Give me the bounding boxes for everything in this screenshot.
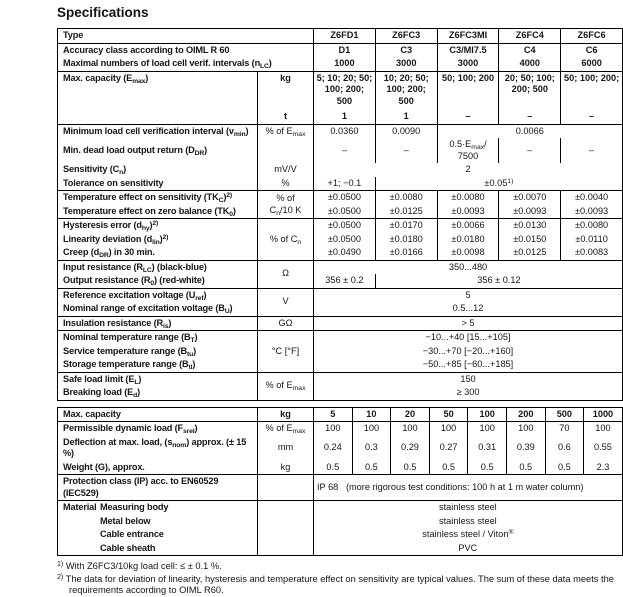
dynamic-load-label: Permissible dynamic load $(F_{srel})$: [58, 422, 258, 436]
tk0-value: ±0.0093: [499, 205, 561, 219]
hysteresis-unit: % of $C_n$: [258, 219, 314, 261]
linearity-value: ±0.0110: [561, 233, 623, 247]
row-deflection: [58, 436, 623, 461]
deflection-value: 0.31: [468, 436, 507, 461]
intervals-value: 1000: [314, 57, 376, 71]
footnote-1-text: With Z6FC3/10kg load cell: ≤ ± 0.1 %.: [65, 561, 222, 571]
footnote-2: [57, 574, 623, 597]
type-value: Z6FC6: [561, 29, 623, 44]
row-output-resistance: [58, 274, 623, 288]
row-excitation-range: [58, 302, 623, 316]
row-breaking-load: [58, 386, 623, 400]
hysteresis-label: Hysteresis error $(d_{hy})^{2)}$: [58, 219, 258, 233]
row-dead-load-return: [58, 138, 623, 163]
dynamic-load-value: 100: [429, 422, 468, 436]
insulation-unit: GΩ: [258, 316, 314, 331]
capacity-header-unit: kg: [258, 407, 314, 422]
deflection-value: 0.3: [352, 436, 391, 461]
output-resistance-value: 356 ± 0.2: [314, 274, 376, 288]
max-capacity-label: Max. capacity $(E_{max})$: [58, 71, 258, 124]
material-sublabel: Cable entrance: [100, 529, 164, 539]
dynamic-load-value: 100: [391, 422, 430, 436]
accuracy-value: C3: [375, 43, 437, 57]
deflection-value: 0.29: [391, 436, 430, 461]
row-material-measuring-body: [58, 501, 623, 515]
row-accuracy-class: [58, 43, 623, 57]
row-material-cable-sheath: [58, 542, 623, 556]
specifications-table: [57, 28, 623, 401]
tolerance-value: +1; −0.1: [314, 177, 376, 191]
insulation-label: Insulation resistance $(R_{is})$: [58, 316, 258, 331]
footnotes: [57, 561, 623, 597]
deflection-unit: mm: [258, 436, 314, 461]
tolerance-label: Tolerance on sensitivity: [58, 177, 258, 191]
row-dynamic-load: [58, 422, 623, 436]
weight-value: 0.5: [506, 461, 545, 475]
intervals-value: 3000: [437, 57, 499, 71]
row-creep: [58, 246, 623, 260]
linearity-value: ±0.0150: [499, 233, 561, 247]
row-sensitivity: [58, 163, 623, 177]
page-title: Specifications: [57, 5, 149, 20]
capacity-kg-value: 20; 50; 100; 200; 500: [499, 71, 561, 108]
row-tolerance: [58, 177, 623, 191]
dynamic-load-value: 100: [352, 422, 391, 436]
tkc-value: ±0.0040: [561, 191, 623, 205]
capacity-header-value: 500: [545, 407, 584, 422]
material-sublabel: Metal below: [100, 515, 151, 526]
material-value: stainless steel: [314, 515, 623, 529]
type-value: Z6FD1: [314, 29, 376, 44]
capacity-header-value: 100: [468, 407, 507, 422]
capacity-header-value: 200: [506, 407, 545, 422]
output-resistance-value: 356 ± 0.12: [375, 274, 622, 288]
protection-unit-empty: [258, 475, 314, 501]
material-unit-empty: [258, 528, 314, 542]
bu-label: Nominal range of excitation voltage $(B_U)$: [58, 302, 258, 316]
tk-unit: % of $C_n/10$ K: [258, 191, 314, 219]
tolerance-unit: %: [258, 177, 314, 191]
intervals-value: 6000: [561, 57, 623, 71]
type-label: Type: [58, 29, 314, 44]
tkc-value: ±0.0070: [499, 191, 561, 205]
bu-value: 0.5...12: [314, 302, 623, 316]
ddr-label: Min. dead load output return $(D_{DR})$: [58, 138, 258, 163]
row-vmin: [58, 124, 623, 138]
unit-kg: kg: [258, 71, 314, 108]
tk0-label: Temperature effect on zero balance $(TK_0)$: [58, 205, 258, 219]
btu-label: Service temperature range $(B_{tu})$: [58, 345, 258, 359]
accuracy-label: Accuracy class according to OIML R 60: [58, 43, 314, 57]
row-protection-class: [58, 475, 623, 501]
capacity-header-value: 10: [352, 407, 391, 422]
material-unit-empty: [258, 542, 314, 556]
bt-label: Nominal temperature range $(B_T)$: [58, 331, 258, 345]
resistance-unit: Ω: [258, 260, 314, 288]
protection-label: Protection class (IP) acc. to EN60529 (IEC529): [58, 475, 258, 501]
material-value: PVC: [314, 542, 623, 556]
material-unit-empty: [258, 501, 314, 515]
accuracy-value: C4: [499, 43, 561, 57]
weight-unit: kg: [258, 461, 314, 475]
linearity-value: ±0.0500: [314, 233, 376, 247]
row-type: [58, 29, 623, 44]
linearity-value: ±0.0180: [375, 233, 437, 247]
row-safe-load: [58, 372, 623, 386]
row-linearity: [58, 233, 623, 247]
weight-value: 0.5: [352, 461, 391, 475]
hysteresis-value: ±0.0066: [437, 219, 499, 233]
intervals-label: Maximal numbers of load cell verif. intervals $(n_{LC})$: [58, 57, 314, 71]
weight-value: 0.5: [429, 461, 468, 475]
capacity-table: [57, 407, 623, 557]
capacity-t-value: 1: [375, 108, 437, 124]
tkc-value: ±0.0080: [375, 191, 437, 205]
footnote-2-text: The data for deviation of linearity, hysteresis and temperature effect on sensitivity are typical values. The sum of these data meets the requirements according to OIML R60.: [65, 573, 614, 595]
uref-value: 5: [314, 288, 623, 302]
material-value: stainless steel / Viton®: [314, 528, 623, 542]
creep-value: ±0.0166: [375, 246, 437, 260]
accuracy-value: C6: [561, 43, 623, 57]
linearity-value: ±0.0180: [437, 233, 499, 247]
row-hysteresis: [58, 219, 623, 233]
capacity-header-label: Max. capacity: [58, 407, 258, 422]
type-value: Z6FC3: [375, 29, 437, 44]
hysteresis-value: ±0.0080: [561, 219, 623, 233]
row-storage-temp: [58, 358, 623, 372]
material-sublabel: Cable sheath: [100, 542, 156, 553]
uref-label: Reference excitation voltage $(U_{ref})$: [58, 288, 258, 302]
capacity-kg-value: 50; 100; 200;: [561, 71, 623, 108]
row-material-metal-below: [58, 515, 623, 529]
deflection-value: 0.24: [314, 436, 353, 461]
tkc-value: ±0.0500: [314, 191, 376, 205]
weight-value: 0.5: [468, 461, 507, 475]
input-resistance-label: Input resistance $(R_{LC})$ (black-blue): [58, 260, 258, 274]
dynamic-load-value: 70: [545, 422, 584, 436]
dynamic-load-value: 100: [468, 422, 507, 436]
ddr-value: –: [314, 138, 376, 163]
capacity-header-value: 1000: [584, 407, 623, 422]
footnote-2-marker: 2): [57, 573, 64, 581]
dynamic-load-value: 100: [314, 422, 353, 436]
row-max-capacity-kg: [58, 71, 623, 108]
capacity-header-value: 20: [391, 407, 430, 422]
deflection-value: 0.55: [584, 436, 623, 461]
row-capacity-header: [58, 407, 623, 422]
tk0-value: ±0.0125: [375, 205, 437, 219]
hysteresis-value: ±0.0130: [499, 219, 561, 233]
ddr-unit-empty: [258, 138, 314, 163]
ddr-value: –: [499, 138, 561, 163]
accuracy-value: D1: [314, 43, 376, 57]
weight-value: 0.5: [314, 461, 353, 475]
deflection-value: 0.39: [506, 436, 545, 461]
footnote-1: [57, 561, 623, 573]
tk0-value: ±0.0093: [437, 205, 499, 219]
dynamic-load-value: 100: [584, 422, 623, 436]
material-label: [58, 501, 258, 515]
type-value: Z6FC4: [499, 29, 561, 44]
creep-value: ±0.0490: [314, 246, 376, 260]
material-label: [58, 542, 258, 556]
row-input-resistance: [58, 260, 623, 274]
vmin-value: 0.0360: [314, 124, 376, 138]
vmin-value: 0.0090: [375, 124, 437, 138]
row-material-cable-entrance: [58, 528, 623, 542]
bt-value: −10...+40 [15...+105]: [314, 331, 623, 345]
output-resistance-label: Output resistance $(R_0)$ (red-white): [58, 274, 258, 288]
vmin-unit: % of $E_{max}$: [258, 124, 314, 138]
capacity-kg-value: 5; 10; 20; 50; 100; 200; 500: [314, 71, 376, 108]
ddr-value: –: [375, 138, 437, 163]
creep-label: Creep $(d_{DR})$ in 30 min.: [58, 246, 258, 260]
creep-value: ±0.0098: [437, 246, 499, 260]
weight-value: 0.5: [391, 461, 430, 475]
sensitivity-value: 2: [314, 163, 623, 177]
type-value: Z6FC3MI: [437, 29, 499, 44]
capacity-t-value: –: [561, 108, 623, 124]
tk0-value: ±0.0500: [314, 205, 376, 219]
ddr-value: –: [561, 138, 623, 163]
creep-value: ±0.0125: [499, 246, 561, 260]
material-label: [58, 515, 258, 529]
unit-t: t: [258, 108, 314, 124]
protection-value: IP 68 (more rigorous test conditions: 100 h at 1 m water column): [314, 475, 623, 501]
hysteresis-value: ±0.0170: [375, 219, 437, 233]
sensitivity-label: Sensitivity $(C_n)$: [58, 163, 258, 177]
capacity-t-value: –: [499, 108, 561, 124]
temp-unit: °C [°F]: [258, 331, 314, 373]
capacity-header-value: 5: [314, 407, 353, 422]
row-nominal-temp: [58, 331, 623, 345]
safe-load-label: Safe load limit $(E_L)$: [58, 372, 258, 386]
accuracy-value: C3/MI7.5: [437, 43, 499, 57]
weight-value: 2.3: [584, 461, 623, 475]
row-tk-zero-balance: [58, 205, 623, 219]
intervals-value: 3000: [375, 57, 437, 71]
breaking-load-value: ≥ 300: [314, 386, 623, 400]
tkc-value: ±0.0080: [437, 191, 499, 205]
spec-sheet: [57, 5, 623, 597]
capacity-t-value: 1: [314, 108, 376, 124]
safe-load-value: 150: [314, 372, 623, 386]
vmin-value: 0.0066: [437, 124, 622, 138]
insulation-value: > 5: [314, 316, 623, 331]
linearity-label: Linearity deviation $(d_{lin})^{2)}$: [58, 233, 258, 247]
footnote-1-marker: 1): [57, 561, 64, 568]
dynamic-load-unit: % of $E_{max}$: [258, 422, 314, 436]
deflection-value: 0.27: [429, 436, 468, 461]
tolerance-value: $\pm 0.05^{1)}$: [375, 177, 622, 191]
input-resistance-value: 350...480: [314, 260, 623, 274]
row-weight: [58, 461, 623, 475]
capacity-header-value: 50: [429, 407, 468, 422]
weight-value: 0.5: [545, 461, 584, 475]
btu-value: −30...+70 [−20...+160]: [314, 345, 623, 359]
row-tk-sensitivity: [58, 191, 623, 205]
material-heading: Material: [63, 502, 97, 512]
row-verif-intervals: [58, 57, 623, 71]
hysteresis-value: ±0.0500: [314, 219, 376, 233]
capacity-kg-value: 50; 100; 200: [437, 71, 499, 108]
row-service-temp: [58, 345, 623, 359]
weight-label: Weight (G), approx.: [58, 461, 258, 475]
row-insulation: [58, 316, 623, 331]
safe-load-unit: % of $E_{max}$: [258, 372, 314, 400]
ddr-value: $0.5\cdot E_{max}/$ 7500: [437, 138, 499, 163]
tk0-value: ±0.0093: [561, 205, 623, 219]
capacity-t-value: –: [437, 108, 499, 124]
row-ref-excitation: [58, 288, 623, 302]
breaking-load-label: Breaking load $(E_d)$: [58, 386, 258, 400]
voltage-unit: V: [258, 288, 314, 316]
sensitivity-unit: mV/V: [258, 163, 314, 177]
intervals-value: 4000: [499, 57, 561, 71]
material-value: stainless steel: [314, 501, 623, 515]
tkc-label: Temperature effect on sensitivity $(TK_C)^{2)}$: [58, 191, 258, 205]
btl-value: −50...+85 [−60...+185]: [314, 358, 623, 372]
creep-value: ±0.0083: [561, 246, 623, 260]
material-unit-empty: [258, 515, 314, 529]
vmin-label: Minimum load cell verification interval $(v_{min})$: [58, 124, 258, 138]
material-sublabel: Measuring body: [100, 502, 169, 512]
deflection-value: 0.6: [545, 436, 584, 461]
capacity-kg-value: 10; 20; 50; 100; 200; 500: [375, 71, 437, 108]
btl-label: Storage temperature range $(B_{tl})$: [58, 358, 258, 372]
dynamic-load-value: 100: [506, 422, 545, 436]
deflection-label: Deflection at max. load, $(s_{nom})$ approx. (± 15 %): [58, 436, 258, 461]
material-label: [58, 528, 258, 542]
